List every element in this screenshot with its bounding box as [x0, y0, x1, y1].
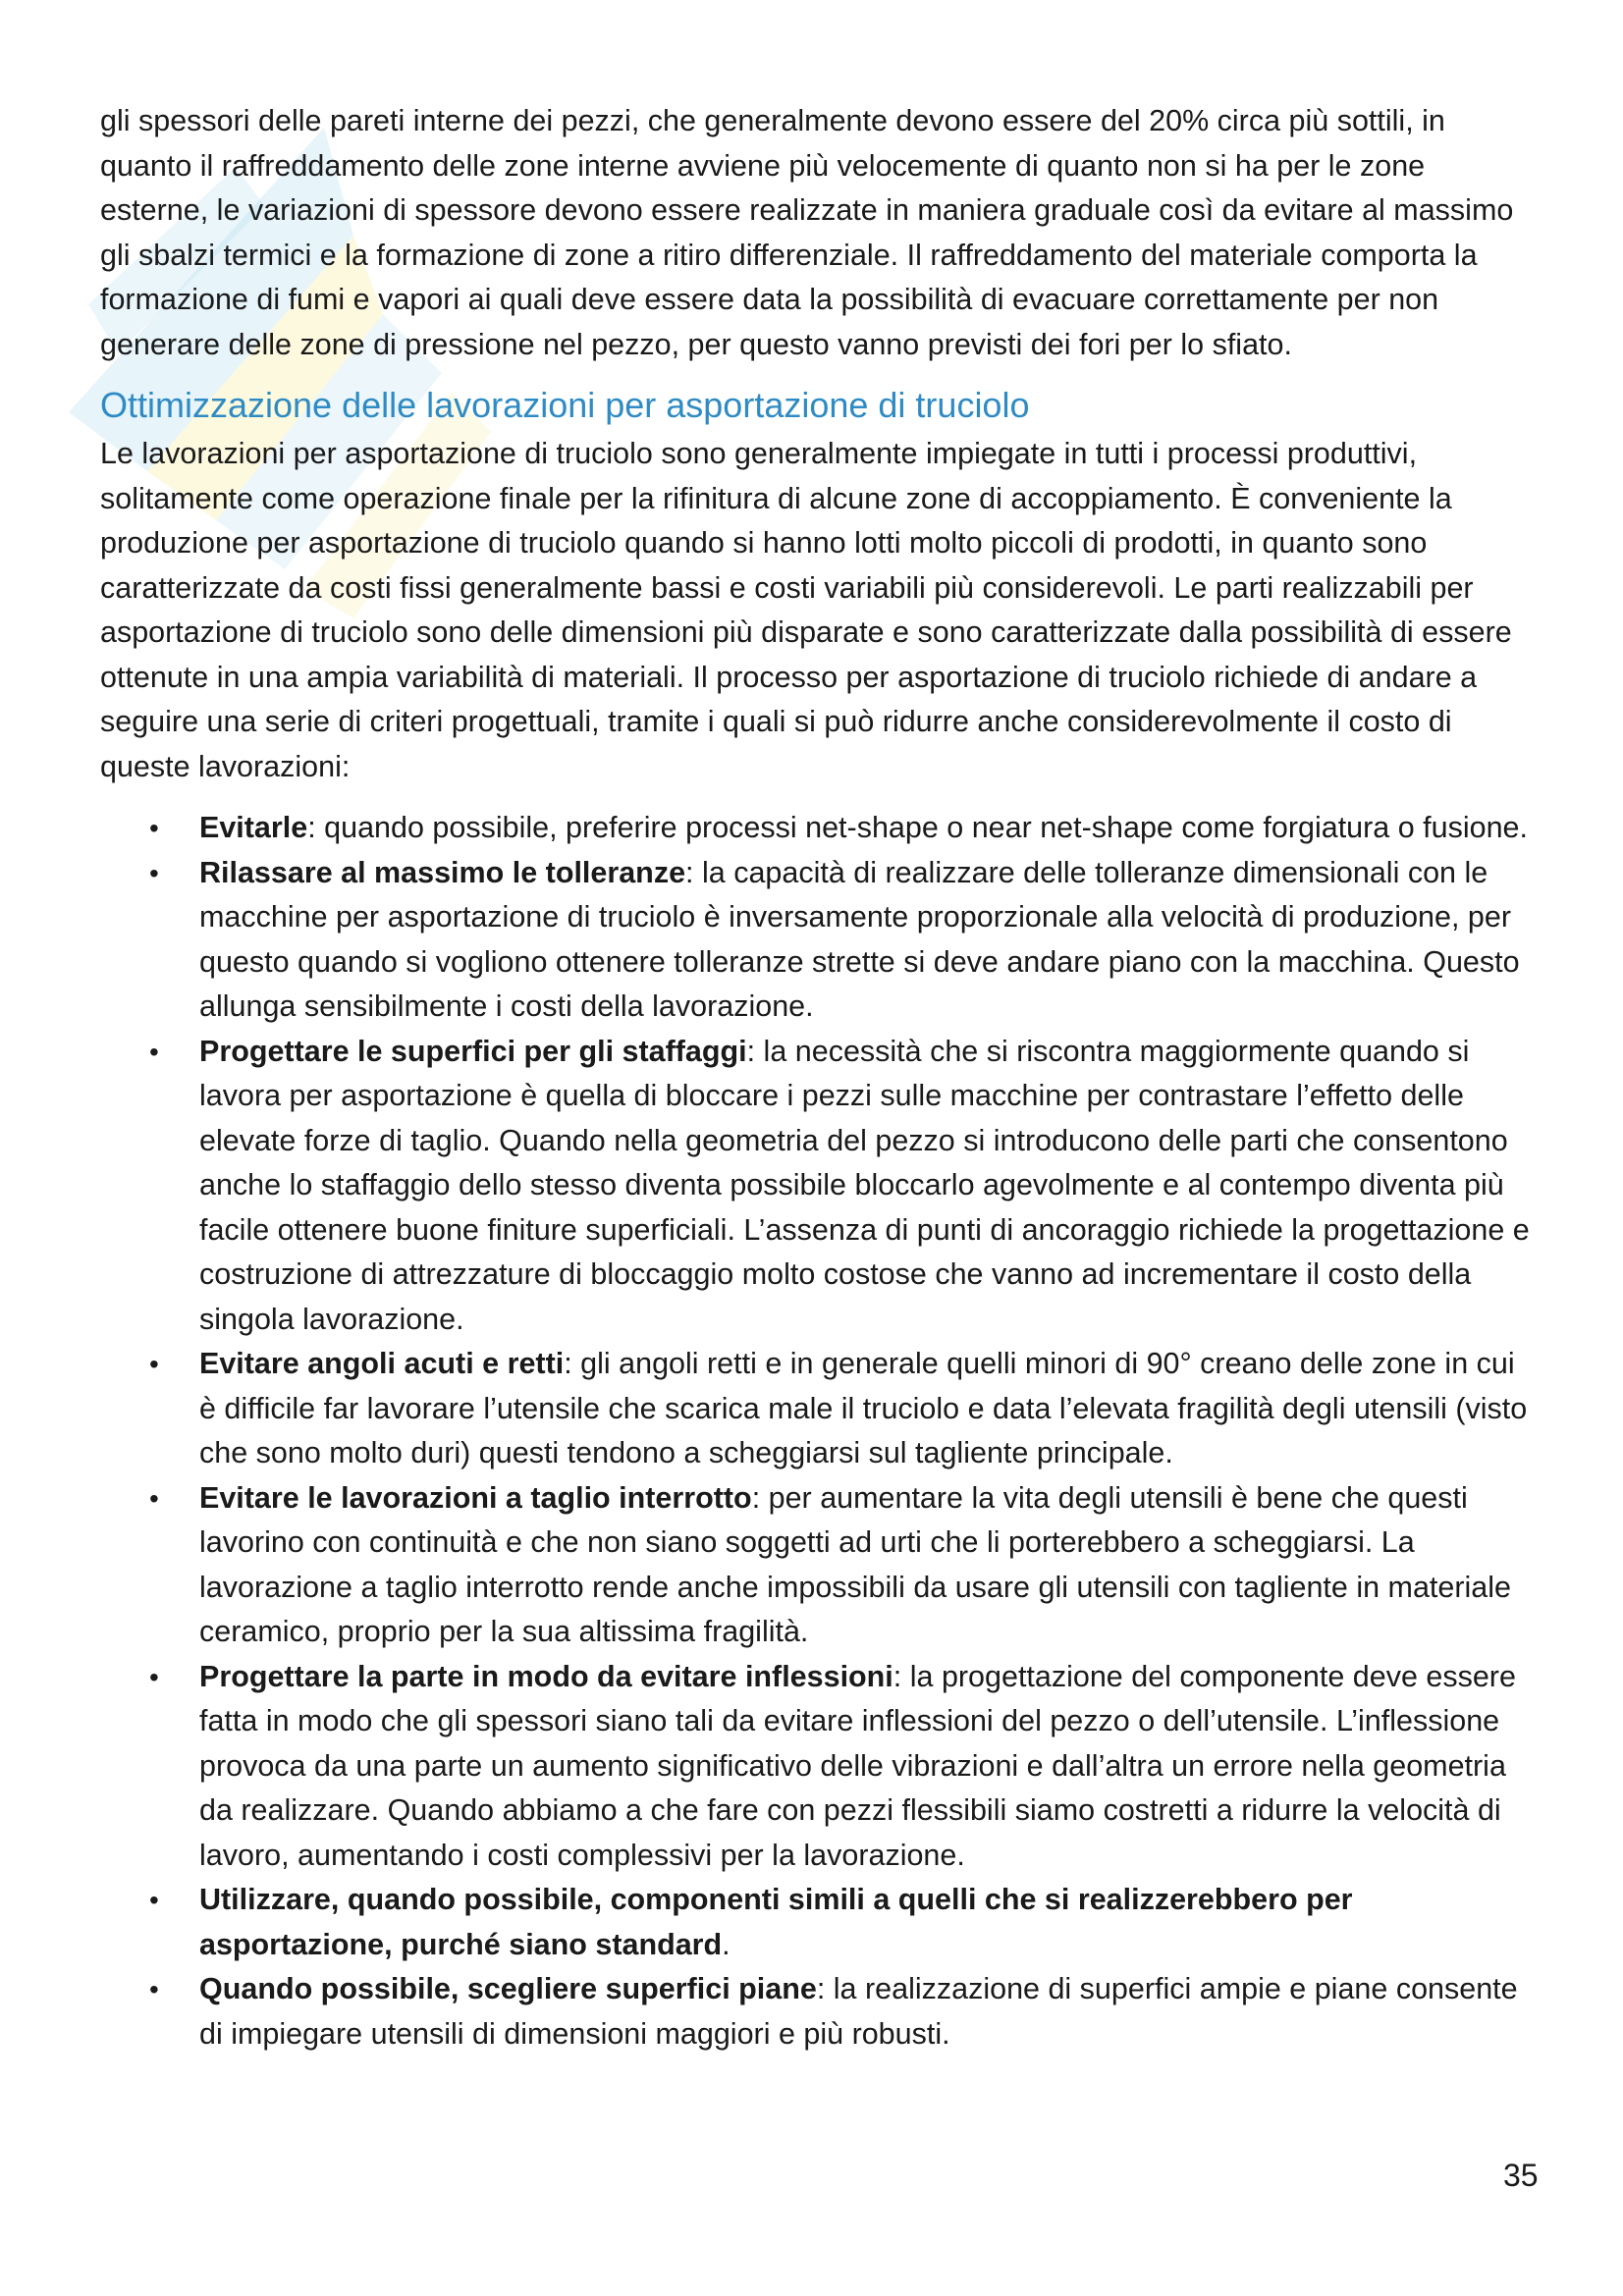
- continuation-paragraph: gli spessori delle pareti interne dei pezzi, che generalmente devono essere del 20% circa più sottili, in quanto il raffreddamento delle zone interne avviene più velocemente di quanto non si ha per le zone esterne, le variazioni di spessore devono essere realizzate in maniera graduale così da evitare al massimo gli sbalzi termici e la formazione di zone a ritiro differenziale. Il raffreddamento del materiale comporta la formazione di fumi e vapori ai quali deve essere data la possibilità di evacuare correttamente per non generare delle zone di pressione nel pezzo, per questo vanno previsti dei fori per lo sfiato.: [100, 104, 1514, 361]
- list-item-text: : quando possibile, preferire processi net-shape o near net-shape come forgiatura o fusione.: [307, 811, 1528, 844]
- bullet-icon: •: [149, 857, 159, 888]
- list-item-term: Evitarle: [199, 811, 308, 844]
- bullet-icon: •: [149, 1482, 159, 1514]
- criteria-list: [100, 806, 1534, 2056]
- bullet-icon: •: [149, 1885, 159, 1915]
- list-item: [100, 851, 1534, 1030]
- list-item-text: : la progettazione del componente deve essere fatta in modo che gli spessori siano tali da evitare inflessioni del pezzo o dell’utensile. L’inflessione provoca da una parte un aumento significativo delle vibrazioni e dall’altra un errore nella geometria da realizzare. Quando abbiamo a che fare con pezzi flessibili siamo costretti a ridurre la velocità di lavoro, aumentando i costi complessivi per la lavorazione.: [199, 1659, 1516, 1872]
- list-item-text: : la capacità di realizzare delle tolleranze dimensionali con le macchine per asportazione di truciolo è inversamente proporzionale alla velocità di produzione, per questo quando si vogliono ottenere tolleranze strette si deve andare piano con la macchina. Questo allunga sensibilmente i costi della lavorazione.: [199, 855, 1520, 1023]
- bullet-icon: •: [149, 1661, 159, 1692]
- list-item-text: : la necessità che si riscontra maggiormente quando si lavora per asportazione è quella di bloccare i pezzi sulle macchine per contrastare l’effetto delle elevate forze di taglio. Quando nella geometria del pezzo si introducono delle parti che consentono anche lo staffaggio dello stesso diventa possibile bloccarlo agevolmente e al contempo diventa più facile ottenere buone finiture superficiali. L’assenza di punti di ancoraggio richiede la progettazione e costruzione di attrezzature di bloccaggio molto costose che vanno ad incrementare il costo della singola lavorazione.: [199, 1034, 1530, 1336]
- list-item-term: Progettare la parte in modo da evitare inflessioni: [199, 1659, 893, 1693]
- intro-paragraph: Le lavorazioni per asportazione di truciolo sono generalmente impiegate in tutti i processi produttivi, solitamente come operazione finale per la rifinitura di alcune zone di accoppiamento. È conveniente la produzione per asportazione di truciolo quando si hanno lotti molto piccoli di prodotti, in quanto sono caratterizzate da costi fissi generalmente bassi e costi variabili più considerevoli. Le parti realizzabili per asportazione di truciolo sono delle dimensioni più disparate e sono caratterizzate dalla possibilità di essere ottenute in una ampia variabilità di materiali. Il processo per asportazione di truciolo richiede di andare a seguire una serie di criteri progettuali, tramite i quali si può ridurre anche considerevolmente il costo di queste lavorazioni:: [100, 437, 1512, 783]
- list-item-text: : la realizzazione di superfici ampie e piane consente di impiegare utensili di dimensioni maggiori e più robusti.: [199, 1972, 1518, 2051]
- bullet-icon: •: [149, 1349, 159, 1379]
- page-content: [100, 99, 1534, 2056]
- section-title: Ottimizzazione delle lavorazioni per asportazione di truciolo: [100, 385, 1030, 425]
- list-item-term: Progettare le superfici per gli staffaggi: [199, 1034, 747, 1068]
- bullet-icon: •: [149, 1974, 159, 2004]
- bullet-icon: •: [149, 1036, 159, 1067]
- list-item: [100, 1030, 1534, 1343]
- page-number: 35: [1503, 2158, 1539, 2193]
- list-item-term: Quando possibile, scegliere superfici piane: [199, 1972, 817, 2005]
- list-item-text: : per aumentare la vita degli utensili è bene che questi lavorino con continuità e che non siano soggetti ad urti che li porterebbero a scheggiarsi. La lavorazione a taglio interrotto rende anche impossibili da usare gli utensili con tagliente in materiale ceramico, proprio per la sua altissima fragilità.: [199, 1480, 1511, 1648]
- list-item-text: .: [722, 1927, 730, 1961]
- list-item: [100, 806, 1534, 851]
- list-item-term: Evitare le lavorazioni a taglio interrotto: [199, 1480, 752, 1515]
- list-item-term: Evitare angoli acuti e retti: [199, 1347, 565, 1380]
- bullet-icon: •: [149, 813, 159, 843]
- list-item: [100, 1342, 1534, 1476]
- list-item: [100, 1476, 1534, 1655]
- list-item-text: : gli angoli retti e in generale quelli minori di 90° creano delle zone in cui è difficile far lavorare l’utensile che scarica male il truciolo e data l’elevata fragilità degli utensili (visto che sono molto duri) questi tendono a scheggiarsi sul tagliente principale.: [199, 1347, 1528, 1469]
- list-item-term: Rilassare al massimo le tolleranze: [199, 855, 686, 889]
- list-item: [100, 1967, 1534, 2056]
- list-item: [100, 1878, 1534, 1967]
- list-item: [100, 1655, 1534, 1879]
- list-item-term: Utilizzare, quando possibile, componenti simili a quelli che si realizzerebbero per asportazione, purché siano standard: [199, 1883, 1353, 1961]
